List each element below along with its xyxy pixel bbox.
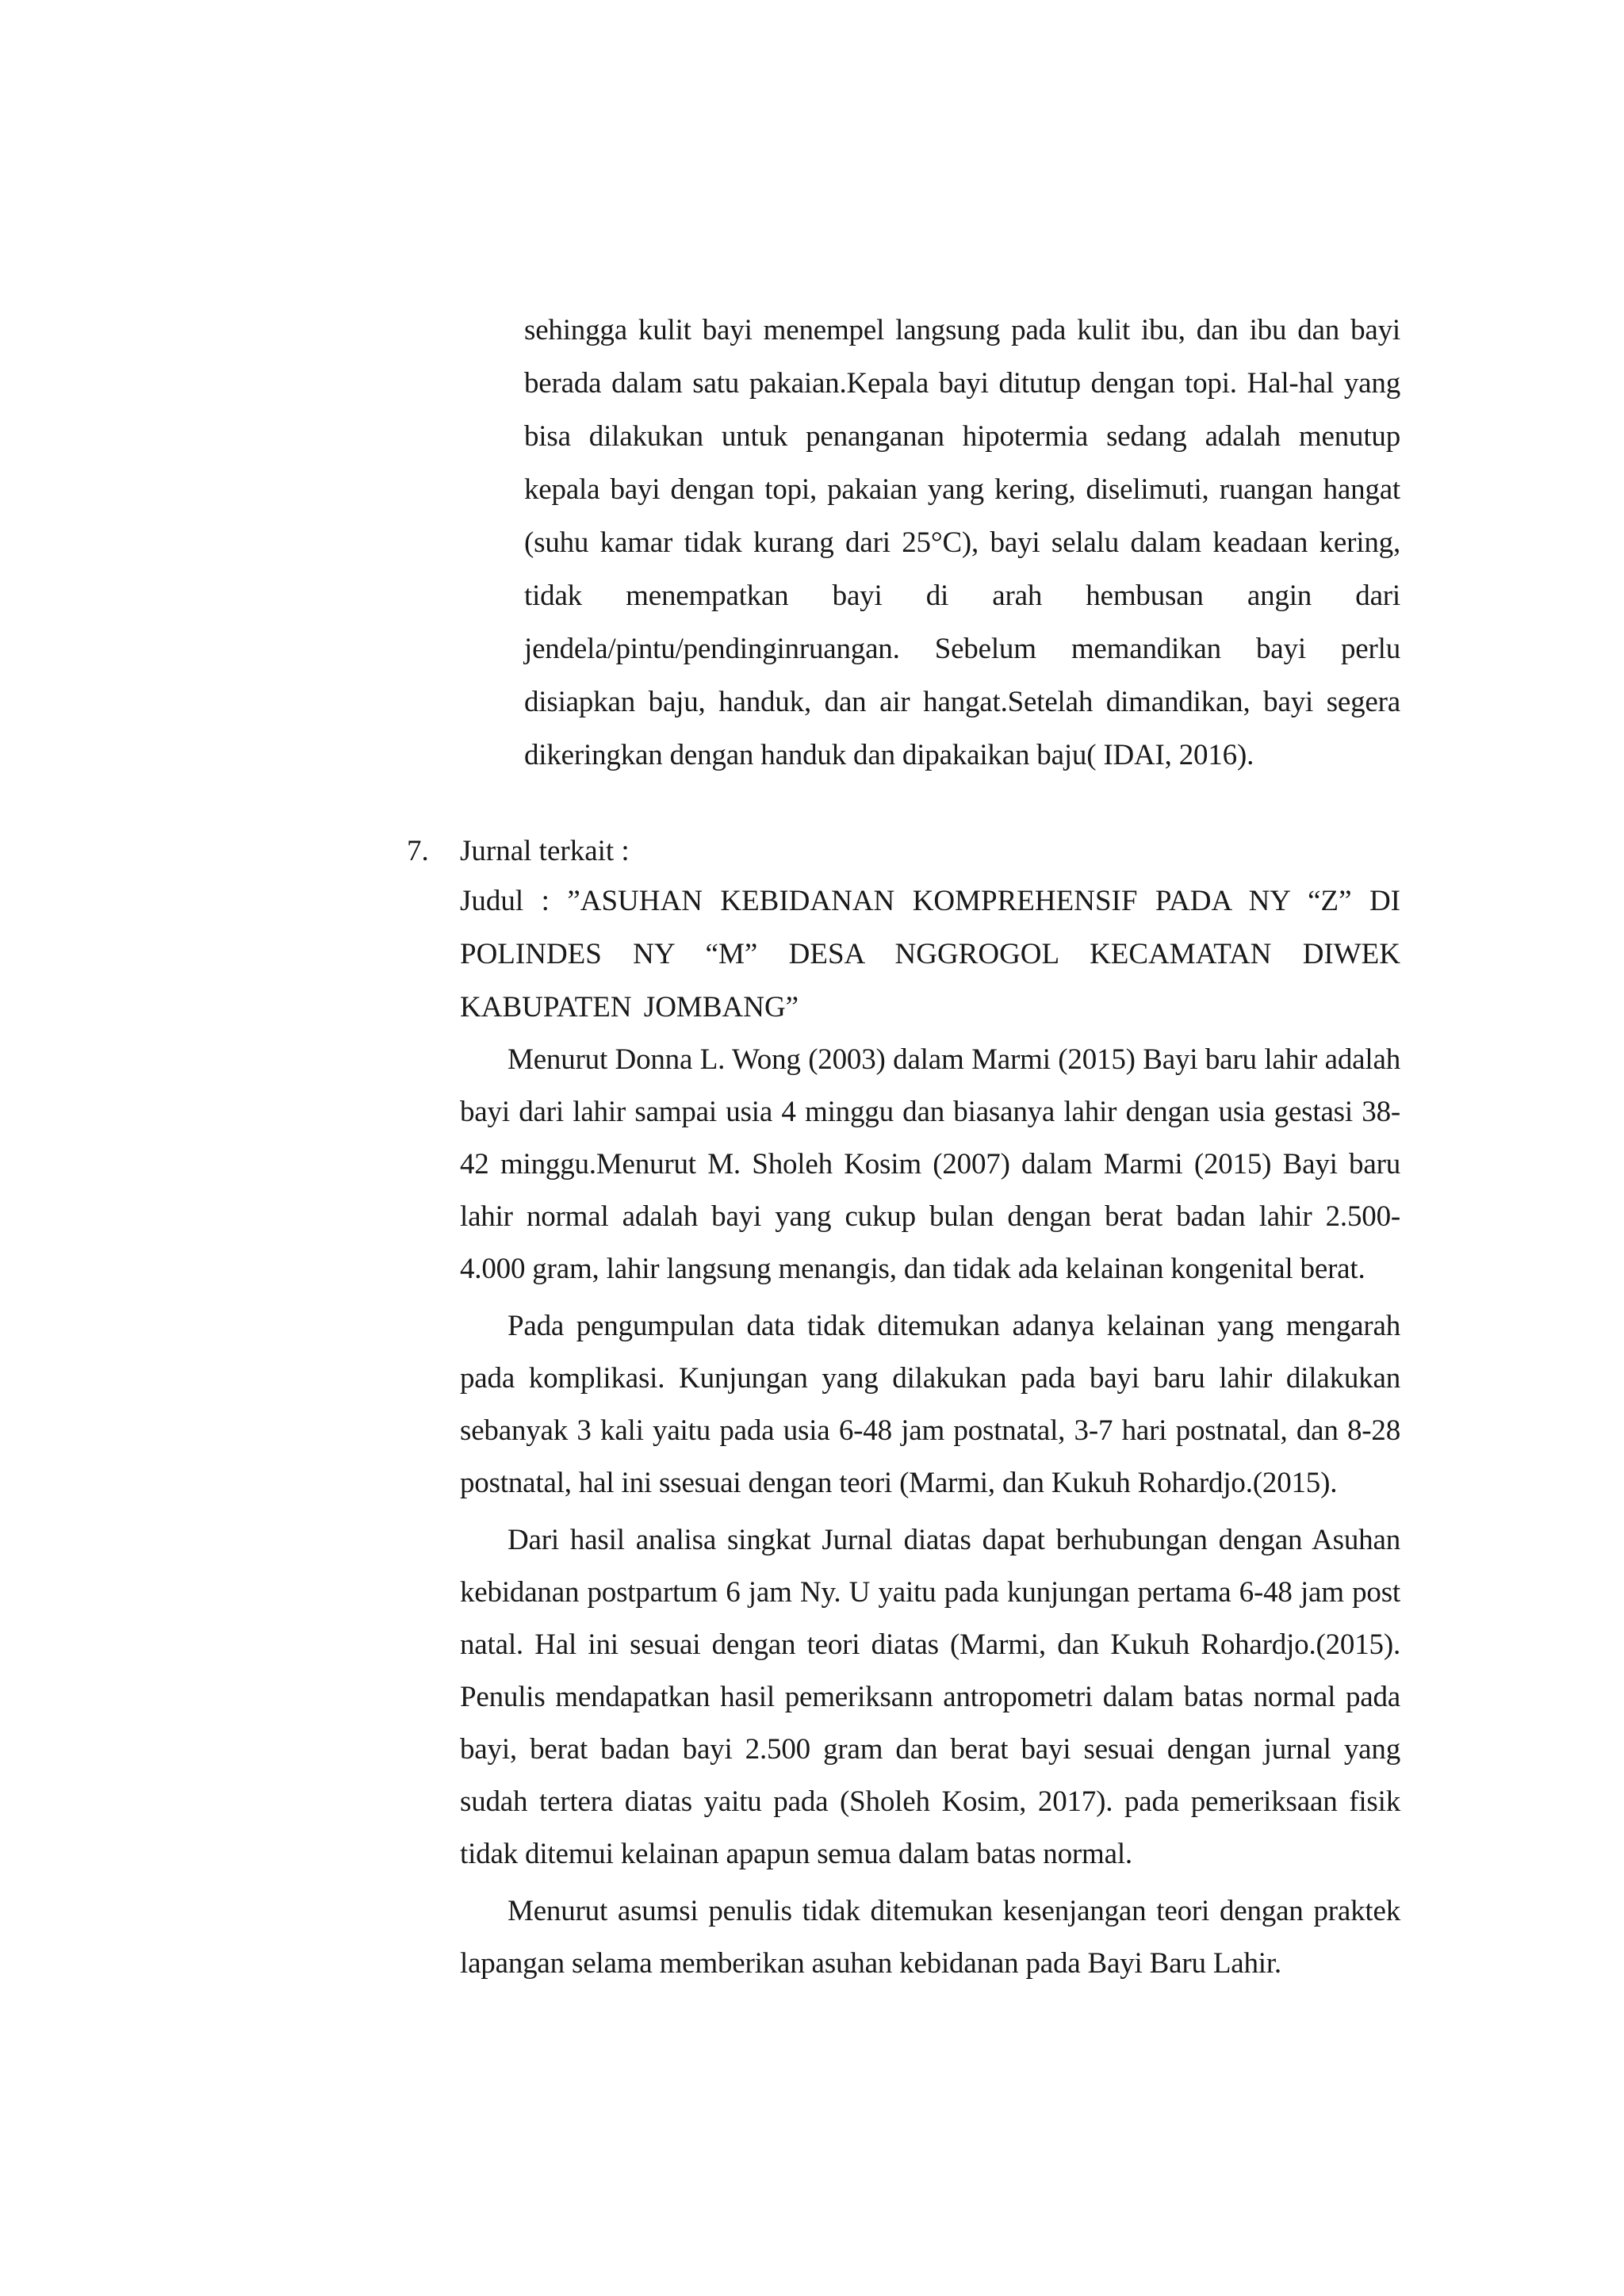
body-paragraph-2: Pada pengumpulan data tidak ditemukan adanya kelainan yang mengarah pada komplikasi. Kunjungan yang dilakukan pada bayi baru lahir dilakukan sebanyak 3 kali yaitu pada usia 6-48 jam postnatal, 3-7 hari postnatal, dan 8-28 postnatal, hal ini ssesuai dengan teori (Marmi, dan Kukuh Rohardjo.(2015). bbox=[460, 1310, 1400, 1499]
section-heading: Jurnal terkait : bbox=[460, 835, 630, 867]
body-paragraph-1: Menurut Donna L. Wong (2003) dalam Marmi (2015) Bayi baru lahir adalah bayi dari lahir sampai usia 4 minggu dan biasanya lahir dengan usia gestasi 38-42 minggu.Menurut M. Sholeh Kosim (2007) dalam Marmi (2015) Bayi baru lahir normal adalah bayi yang cukup bulan dengan berat badan lahir 2.500- 4.000 gram, lahir langsung menangis, dan tidak ada kelainan kongenital berat. bbox=[460, 1043, 1400, 1285]
journal-title: Judul : ”ASUHAN KEBIDANAN KOMPREHENSIF PADA NY “Z” DI POLINDES NY “M” DESA NGGROGOL KECAMATAN DIWEK KABUPATEN JOMBANG” bbox=[460, 885, 1400, 1024]
section-number: 7. bbox=[407, 835, 429, 867]
body-paragraph-3: Dari hasil analisa singkat Jurnal diatas dapat berhubungan dengan Asuhan kebidanan postpartum 6 jam Ny. U yaitu pada kunjungan pertama 6-48 jam post natal. Hal ini sesuai dengan teori diatas (Marmi, dan Kukuh Rohardjo.(2015). Penulis mendapatkan hasil pemeriksann antropometri dalam batas normal pada bayi, berat badan bayi 2.500 gram dan berat bayi sesuai dengan jurnal yang sudah tertera diatas yaitu pada (Sholeh Kosim, 2017). pada pemeriksaan fisik tidak ditemui kelainan apapun semua dalam batas normal. bbox=[460, 1524, 1400, 1870]
intro-paragraph: sehingga kulit bayi menempel langsung pada kulit ibu, dan ibu dan bayi berada dalam satu pakaian.Kepala bayi ditutup dengan topi. Hal-hal yang bisa dilakukan untuk penanganan hipotermia sedang adalah menutup kepala bayi dengan topi, pakaian yang kering, diselimuti, ruangan hangat (suhu kamar tidak kurang dari 25°C), bayi selalu dalam keadaan kering, tidak menempatkan bayi di arah hembusan angin dari jendela/pintu/pendinginruangan. Sebelum memandikan bayi perlu disiapkan baju, handuk, dan air hangat.Setelah dimandikan, bayi segera dikeringkan dengan handuk dan dipakaikan baju( IDAI, 2016). bbox=[524, 314, 1400, 771]
intro-block bbox=[524, 304, 1400, 782]
body-paragraph-4: Menurut asumsi penulis tidak ditemukan kesenjangan teori dengan praktek lapangan selama memberikan asuhan kebidanan pada Bayi Baru Lahir. bbox=[460, 1895, 1400, 1980]
journal-block bbox=[460, 874, 1400, 1995]
